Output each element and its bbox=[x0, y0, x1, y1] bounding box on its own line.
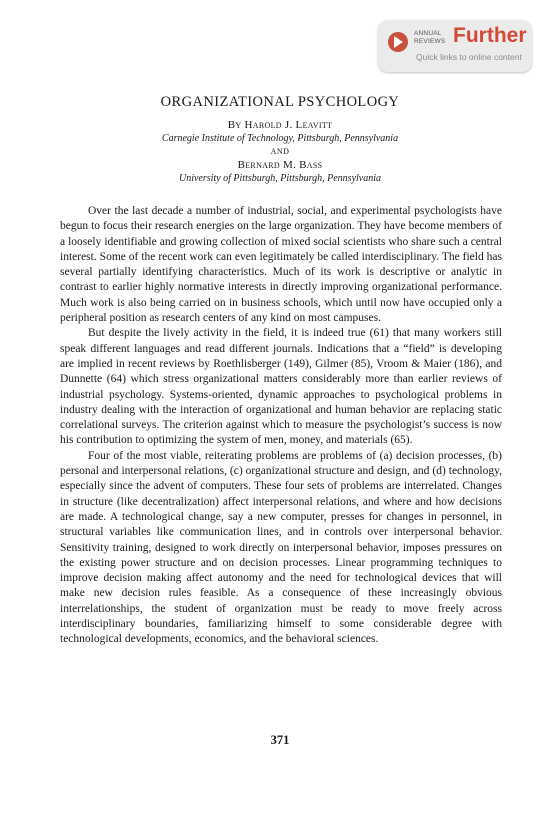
further-badge[interactable] bbox=[378, 20, 532, 72]
article-title: ORGANIZATIONAL PSYCHOLOGY bbox=[160, 94, 400, 110]
paragraph-1: Over the last decade a number of industrial, social, and experimental psychologists have begun to focus their research energies on the large organization. They have become members of a loosely identifiable and growing collection of mixed social scientists who share such a central interest. Some of the recent work can even legitimately be called interdisciplinary. The field has several partially identifying characteristics. Much of its work is descriptive or analytic in contrast to earlier highly normative interests in directly improving organizational performance. Much work is also being carried on in business schools, which until now have occupied only a peripheral position as research centers of any kind on most campuses. bbox=[60, 205, 502, 325]
affiliation-2: University of Pittsburgh, Pittsburgh, Pennsylvania bbox=[178, 173, 382, 184]
further-subtitle: Quick links to online content bbox=[416, 52, 522, 62]
page-number: 371 bbox=[270, 733, 290, 747]
affiliation-1: Carnegie Institute of Technology, Pittsburgh, Pennsylvania bbox=[161, 133, 399, 144]
and-separator: AND bbox=[270, 147, 290, 156]
author-1: By Harold J. Leavitt bbox=[227, 119, 333, 131]
annual-reviews-wordmark: ANNUAL REVIEWS bbox=[414, 30, 446, 45]
paragraph-2: But despite the lively activity in the field, it is indeed true (61) that many workers still speak different languages and read different journals. Indications that a “field” is developing are implied in recent reviews by Roethlisberger (149), Gilmer (85), Vroom & Maier (186), and Dunnette (64) which stress organizational matters considerably more than earlier reviews of industrial psychology. Systems-oriented, dynamic approaches to psychological problems in industry dealing with the interaction of organizational and human behavior are replacing static correlational surveys. The criterion against which to measure the psychologist’s success is now his contribution to optimizing the system of men, money, and materials (65). bbox=[60, 327, 502, 447]
further-label: Further bbox=[453, 24, 527, 47]
paragraph-3: Four of the most viable, reiterating problems are problems of (a) decision processes, (b) personal and interpersonal relations, (c) organizational structure and design, and (d) technology, especially since the advent of computers. These four sets of problems are interrelated. Changes in structure (like decentralization) affect interpersonal relations, and where and how decisions are made. A technological change, say a new computer, presses for changes in personnel, in structural variables like communication lines, and in controls over interpersonal behavior. Sensitivity training, designed to work directly on interpersonal behavior, imposes pressures on the existing power structure and on decision processes. Linear programming techniques to improve decision making affect autonomy and the need for technological devices that will make new decision rules feasible. As a consequence of these increasingly obvious interrelationships, the student of organization must be ready to move freely across interdisciplinary boundaries, familiarizing himself to some considerable degree with technological developments, economics, and the behavioral sciences. bbox=[60, 449, 502, 646]
article-header bbox=[60, 94, 500, 186]
article-body bbox=[60, 204, 502, 648]
author-2: Bernard M. Bass bbox=[237, 159, 323, 171]
annual-reviews-logo-icon bbox=[388, 32, 408, 52]
